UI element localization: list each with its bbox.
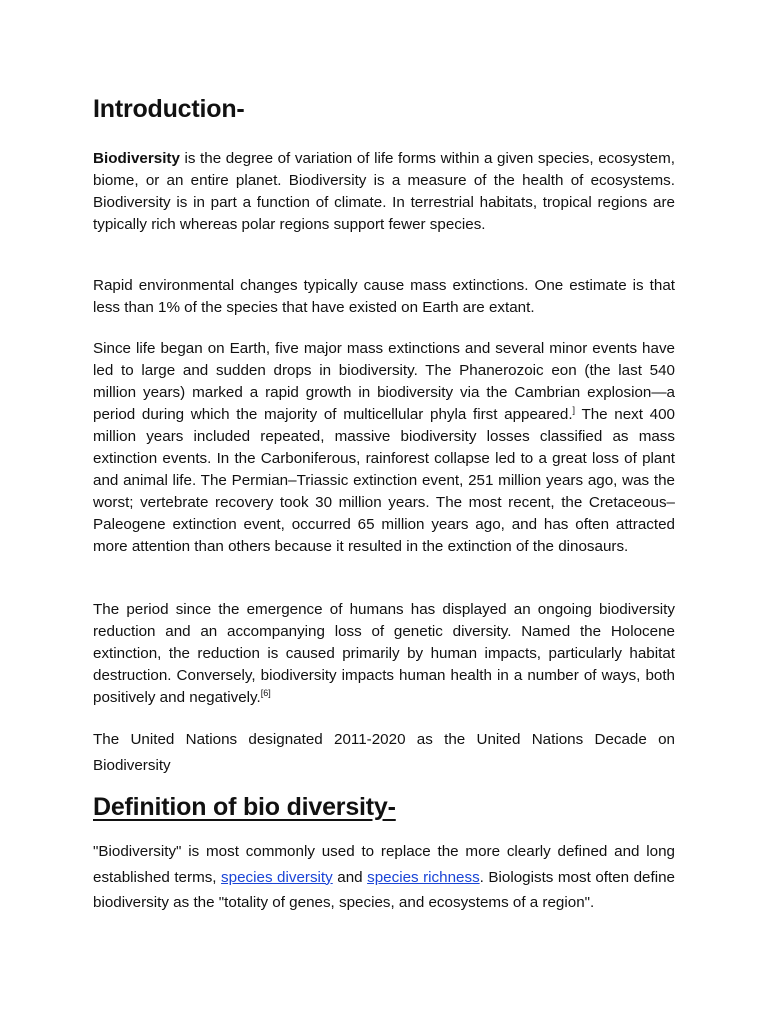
intro-paragraph-3 [93, 338, 675, 558]
citation-6: [6] [260, 687, 271, 698]
definition-heading: Definition of bio diversity- [93, 793, 396, 821]
intro-paragraph-1-text: is the degree of variation of life forms within a given species, ecosystem, biome, or an entire planet. Biodiversity is a measure of the health of ecosystems. Biodiversity is in part a function of climate. In terrestrial habitats, tropical regions are typically rich whereas polar regions support fewer species. [93, 150, 675, 233]
intro-paragraph-4-text: The period since the emergence of humans has displayed an ongoing biodiversity reduction and an accompanying loss of genetic diversity. Named the Holocene extinction, the reduction is caused primarily by human impacts, particularly habitat destruction. Conversely, biodiversity impacts human health in a number of ways, both positively and negatively. [93, 601, 675, 706]
intro-paragraph-2: Rapid environmental changes typically cause mass extinctions. One estimate is that less than 1% of the species that have existed on Earth are extant. [93, 277, 675, 316]
intro-paragraph-1 [93, 148, 675, 236]
introduction-heading: Introduction- [93, 95, 245, 123]
species-diversity-link[interactable]: species diversity [221, 868, 333, 886]
definition-text-and: and [332, 868, 368, 886]
species-richness-link[interactable]: species richness [367, 868, 480, 886]
biodiversity-term: Biodiversity [93, 150, 180, 167]
intro-paragraph-3-text-b: The next 400 million years included repeated, massive biodiversity losses classified as mass extinction events. In the Carboniferous, rainforest collapse led to a great loss of plant and animal life. The Permian–Triassic extinction event, 251 million years ago, was the worst; vertebrate recovery took 30 million years. The most recent, the Cretaceous–Paleogene extinction event, occurred 65 million years ago, and has often attracted more attention than others because it resulted in the extinction of the dinosaurs. [93, 406, 675, 555]
intro-paragraph-3-text-a: Since life began on Earth, five major mass extinctions and several minor events have led to large and sudden drops in biodiversity. The Phanerozoic eon (the last 540 million years) marked a rapid growth in biodiversity via the Cambrian explosion—a period during which the majority of multicellular phyla first appeared. [93, 340, 675, 423]
intro-paragraph-4 [93, 599, 675, 709]
definition-paragraph [93, 839, 675, 916]
citation-marker: ] [572, 404, 576, 415]
definition-text-a: "Biodiversity" is most commonly used to replace the more clearly defined and long established terms, [93, 843, 675, 886]
definition-text-b: . Biologists most often define biodiversity as the "totality of genes, species, and ecosystems of a region". [93, 868, 675, 911]
intro-paragraph-5: The United Nations designated 2011-2020 as the United Nations Decade on Biodiversity [93, 731, 675, 774]
